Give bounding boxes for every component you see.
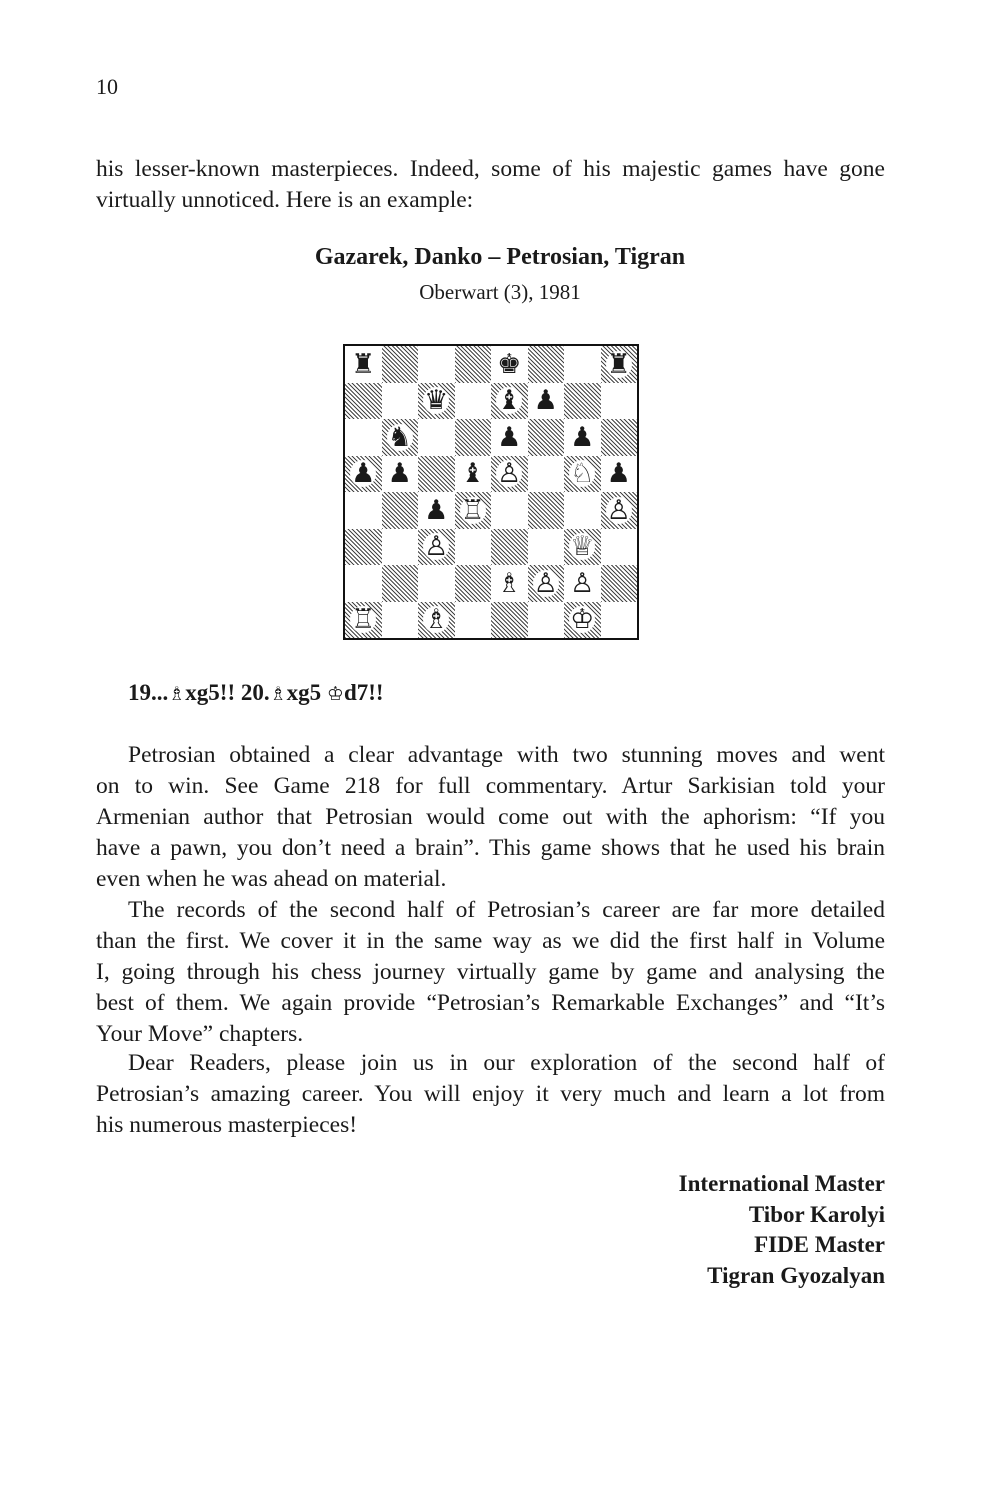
square-h8: [601, 346, 638, 383]
chess-piece-icon: ♟: [606, 458, 631, 490]
text-line: Dear Readers, please join us in our exploration of the second half of: [128, 1050, 885, 1076]
author-title: International Master: [678, 1171, 885, 1196]
move-text: 19...: [128, 680, 169, 705]
text-line: The records of the second half of Petrosian’s career are far more detailed: [128, 897, 885, 923]
square-c1: [418, 602, 455, 639]
square-a2: [345, 565, 382, 602]
square-d8: [455, 346, 492, 383]
square-g7: [564, 383, 601, 420]
square-h1: [601, 602, 638, 639]
text-line: I, going through his chess journey virtually game by game and analysing the: [96, 959, 885, 985]
chess-piece-icon: ♗: [424, 604, 449, 636]
square-b1: [382, 602, 419, 639]
square-e8: [491, 346, 528, 383]
game-title: Gazarek, Danko – Petrosian, Tigran: [314, 244, 686, 270]
chess-piece-icon: ♜: [606, 348, 631, 380]
square-e4: [491, 492, 528, 529]
square-f1: [528, 602, 565, 639]
bishop-icon: ♗: [168, 683, 186, 705]
chess-diagram: [343, 344, 639, 640]
body-paragraph: [96, 740, 885, 895]
move-text: xg5: [286, 680, 327, 705]
square-a6: [345, 419, 382, 456]
author-title: FIDE Master: [754, 1232, 885, 1257]
chess-piece-icon: ♟: [497, 421, 522, 453]
square-d5: [455, 456, 492, 493]
square-c6: [418, 419, 455, 456]
square-f7: [528, 383, 565, 420]
game-event: Oberwart (3), 1981: [419, 280, 581, 304]
square-b8: [382, 346, 419, 383]
chess-piece-icon: ♚: [497, 348, 522, 380]
square-d3: [455, 529, 492, 566]
square-b2: [382, 565, 419, 602]
chess-piece-icon: ♙: [497, 458, 522, 490]
square-a7: [345, 383, 382, 420]
square-g3: [564, 529, 601, 566]
square-h2: [601, 565, 638, 602]
square-h3: [601, 529, 638, 566]
body-paragraph: [96, 1048, 885, 1141]
page-number: 10: [96, 74, 118, 99]
square-a1: [345, 602, 382, 639]
body-paragraph: [96, 895, 885, 1050]
square-a5: [345, 456, 382, 493]
king-icon: ♔: [326, 683, 344, 705]
text-line: his lesser-known masterpieces. Indeed, some of his majestic games have gone: [96, 156, 885, 182]
square-e1: [491, 602, 528, 639]
chess-piece-icon: ♝: [460, 458, 485, 490]
chess-piece-icon: ♟: [387, 458, 412, 490]
text-line: his numerous masterpieces!: [96, 1112, 358, 1138]
chess-piece-icon: ♘: [570, 458, 595, 490]
chess-piece-icon: ♝: [497, 385, 522, 417]
chess-piece-icon: ♟: [570, 421, 595, 453]
chess-piece-icon: ♕: [570, 531, 595, 563]
chess-piece-icon: ♙: [533, 567, 558, 599]
square-d7: [455, 383, 492, 420]
square-c4: [418, 492, 455, 529]
square-c8: [418, 346, 455, 383]
text-line: Petrosian’s amazing career. You will enjoy it very much and learn a lot from: [96, 1081, 885, 1107]
square-g4: [564, 492, 601, 529]
square-e6: [491, 419, 528, 456]
square-b4: [382, 492, 419, 529]
square-g5: [564, 456, 601, 493]
text-line: even when he was ahead on material.: [96, 866, 447, 892]
square-d6: [455, 419, 492, 456]
author-signature: [679, 1169, 885, 1291]
square-h4: [601, 492, 638, 529]
chess-piece-icon: ♟: [424, 494, 449, 526]
move-text: xg5!! 20.: [185, 680, 270, 705]
square-f6: [528, 419, 565, 456]
text-line: than the first. We cover it in the same way as we did the first half in Volume: [96, 928, 885, 954]
square-b5: [382, 456, 419, 493]
move-notation: [128, 680, 384, 706]
chess-piece-icon: ♙: [424, 531, 449, 563]
chess-piece-icon: ♔: [570, 604, 595, 636]
chess-piece-icon: ♟: [533, 385, 558, 417]
chess-piece-icon: ♟: [351, 458, 376, 490]
square-g8: [564, 346, 601, 383]
square-e7: [491, 383, 528, 420]
square-d1: [455, 602, 492, 639]
square-f5: [528, 456, 565, 493]
intro-paragraph: [96, 154, 885, 216]
square-g2: [564, 565, 601, 602]
chess-piece-icon: ♛: [424, 385, 449, 417]
square-c7: [418, 383, 455, 420]
chess-piece-icon: ♙: [606, 494, 631, 526]
move-text: d7!!: [343, 680, 384, 705]
square-h6: [601, 419, 638, 456]
square-d2: [455, 565, 492, 602]
chess-piece-icon: ♞: [387, 421, 412, 453]
text-line: virtually unnoticed. Here is an example:: [96, 187, 474, 213]
square-f4: [528, 492, 565, 529]
text-line: Armenian author that Petrosian would come out with the aphorism: “If you: [96, 804, 885, 830]
text-line: best of them. We again provide “Petrosian’s Remarkable Exchanges” and “It’s: [96, 990, 885, 1016]
square-a8: [345, 346, 382, 383]
square-g1: [564, 602, 601, 639]
square-h5: [601, 456, 638, 493]
square-c2: [418, 565, 455, 602]
square-d4: [455, 492, 492, 529]
chess-piece-icon: ♙: [570, 567, 595, 599]
square-a4: [345, 492, 382, 529]
square-g6: [564, 419, 601, 456]
square-e2: [491, 565, 528, 602]
author-name: Tibor Karolyi: [748, 1201, 885, 1227]
bishop-icon: ♗: [269, 683, 287, 705]
square-h7: [601, 383, 638, 420]
chess-piece-icon: ♗: [497, 567, 522, 599]
text-line: Petrosian obtained a clear advantage with two stunning moves and went: [128, 742, 885, 768]
square-b7: [382, 383, 419, 420]
square-c3: [418, 529, 455, 566]
square-f8: [528, 346, 565, 383]
chess-board: [345, 346, 637, 638]
square-e5: [491, 456, 528, 493]
square-e3: [491, 529, 528, 566]
square-a3: [345, 529, 382, 566]
text-line: on to win. See Game 218 for full commentary. Artur Sarkisian told your: [96, 773, 885, 799]
chess-piece-icon: ♜: [351, 348, 376, 380]
square-b3: [382, 529, 419, 566]
chess-piece-icon: ♖: [460, 494, 485, 526]
square-f3: [528, 529, 565, 566]
author-name: Tigran Gyozalyan: [707, 1262, 885, 1288]
square-c5: [418, 456, 455, 493]
chess-piece-icon: ♖: [351, 604, 376, 636]
square-f2: [528, 565, 565, 602]
square-b6: [382, 419, 419, 456]
text-line: have a pawn, you don’t need a brain”. This game shows that he used his brain: [96, 835, 885, 861]
text-line: Your Move” chapters.: [96, 1021, 304, 1047]
